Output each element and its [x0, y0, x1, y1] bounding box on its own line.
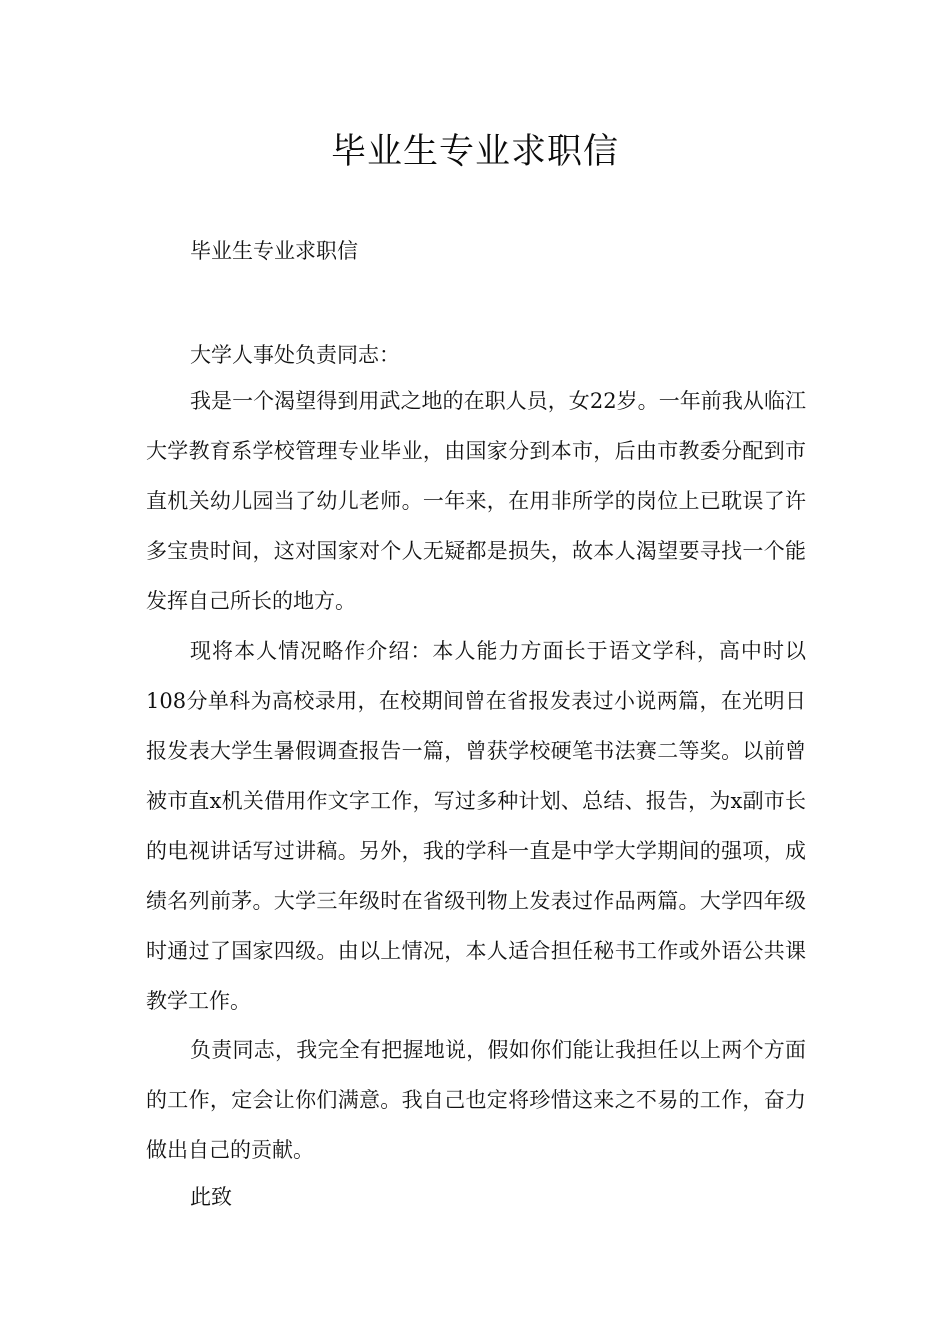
salutation: 大学人事处负责同志：	[190, 343, 400, 367]
document-subtitle: 毕业生专业求职信	[190, 239, 358, 263]
body-paragraph: 我是一个渴望得到用武之地的在职人员，女22岁。一年前我从临江大学教育系学校管理专业毕业，由国家分到本市，后由市教委分配到市直机关幼儿园当了幼儿老师。一年来，在用非所学的岗位上已耽误了许多宝贵时间，这对国家对个人无疑都是损失，故本人渴望要寻找一个能发挥自己所长的地方。	[146, 389, 806, 613]
body-paragraph: 负责同志，我完全有把握地说，假如你们能让我担任以上两个方面的工作，定会让你们满意。我自己也定将珍惜这来之不易的工作，奋力做出自己的贡献。	[146, 1038, 806, 1162]
document-title: 毕业生专业求职信	[330, 132, 619, 172]
body-paragraph: 现将本人情况略作介绍：本人能力方面长于语文学科，高中时以108分单科为高校录用，在校期间曾在省报发表过小说两篇，在光明日报发表大学生暑假调查报告一篇，曾获学校硬笔书法赛二等奖。以前曾被市直x机关借用作文字工作，写过多种计划、总结、报告，为x副市长的电视讲话写过讲稿。另外，我的学科一直是中学大学期间的强项，成绩名列前茅。大学三年级时在省级刊物上发表过作品两篇。大学四年级时通过了国家四级。由以上情况，本人适合担任秘书工作或外语公共课教学工作。	[146, 639, 806, 1013]
closing-line: 此致	[190, 1185, 232, 1209]
